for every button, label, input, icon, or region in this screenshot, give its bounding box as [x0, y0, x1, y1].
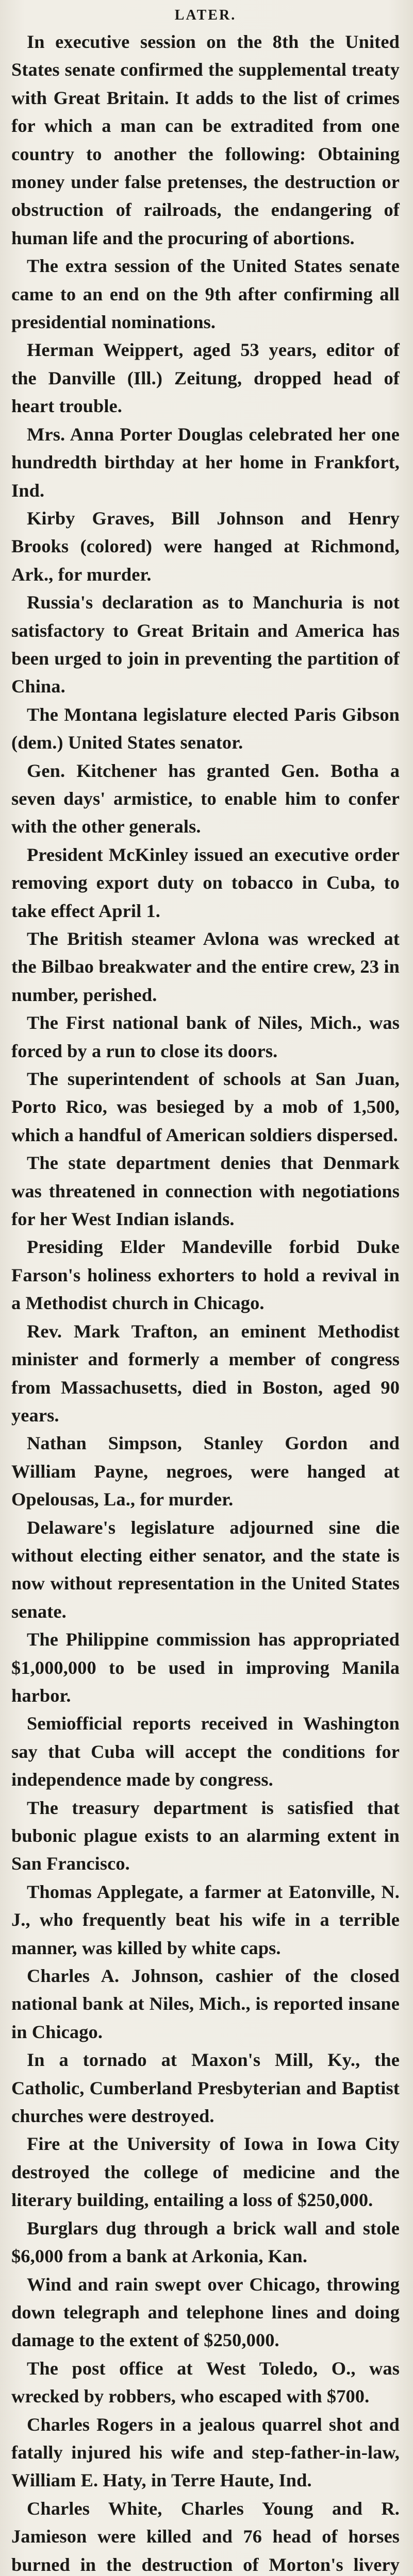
news-item: The treasury department is satisfied that bubonic plague exists to an alarming extent in San Francisco. [11, 1797, 400, 1874]
news-item: The extra session of the United States senate came to an end on the 9th after confirming all presidential nominations. [11, 256, 400, 333]
news-item: The superintendent of schools at San Juan, Porto Rico, was besieged by a mob of 1,500, which a handful of American soldiers dispersed. [11, 1069, 400, 1145]
news-item: Rev. Mark Trafton, an eminent Methodist minister and formerly a member of congress from Massachusetts, died in Boston, aged 90 years. [11, 1320, 400, 1426]
news-item: Charles Rogers in a jealous quarrel shot and fatally injured his wife and step-father-in-law, William E. Haty, in Terre Haute, Ind. [11, 2414, 400, 2491]
news-item: The First national bank of Niles, Mich., was forced by a run to close its doors. [11, 1012, 400, 1061]
news-item: The British steamer Avlona was wrecked at the Bilbao breakwater and the entire crew, 23 in number, perished. [11, 928, 400, 1005]
news-item: Presiding Elder Mandeville forbid Duke Farson's holiness exhorters to hold a revival in a Methodist church in Chicago. [11, 1236, 400, 1314]
news-item: Thomas Applegate, a farmer at Eatonville, N. J., who frequently beat his wife in a terrible manner, was killed by white caps. [11, 1881, 400, 1958]
news-item: Wind and rain swept over Chicago, throwing down telegraph and telephone lines and doing damage to the extent of $250,000. [11, 2274, 400, 2351]
news-item: The Philippine commission has appropriated $1,000,000 to be used in improving Manila harbor. [11, 1629, 400, 1706]
news-item: In a tornado at Maxon's Mill, Ky., the Catholic, Cumberland Presbyterian and Baptist churches were destroyed. [11, 2049, 400, 2127]
news-item: In executive session on the 8th the United States senate confirmed the supplemental treaty with Great Britain. It adds to the list of crimes for which a man can be extradited from one country to another the following: Obtaining money under false pretenses, the destruction or obstruction of railroads, the endangering of human life and the procuring of abortions. [11, 31, 400, 248]
news-item: Gen. Kitchener has granted Gen. Botha a seven days' armistice, to enable him to confer with the other generals. [11, 760, 400, 837]
news-item: Herman Weippert, aged 53 years, editor of the Danville (Ill.) Zeitung, dropped head of heart trouble. [11, 340, 400, 417]
news-item: Mrs. Anna Porter Douglas celebrated her one hundredth birthday at her home in Frankfort, Ind. [11, 423, 400, 501]
news-item: Fire at the University of Iowa in Iowa City destroyed the college of medicine and the literary building, entailing a loss of $250,000. [11, 2133, 400, 2211]
section-heading: LATER. [174, 7, 237, 23]
news-item: President McKinley issued an executive order removing export duty on tobacco in Cuba, to take effect April 1. [11, 844, 400, 921]
news-item: Delaware's legislature adjourned sine die without electing either senator, and the state is now without representation in the United States senate. [11, 1517, 400, 1622]
news-item: Kirby Graves, Bill Johnson and Henry Brooks (colored) were hanged at Richmond, Ark., for murder. [11, 507, 400, 585]
news-item: The Montana legislature elected Paris Gibson (dem.) United States senator. [11, 704, 400, 753]
news-item: Nathan Simpson, Stanley Gordon and William Payne, negroes, were hanged at Opelousas, La., for murder. [11, 1433, 400, 1510]
news-item: Russia's declaration as to Manchuria is not satisfactory to Great Britain and America has been urged to join in preventing the partition of China. [11, 592, 400, 697]
news-item: Semiofficial reports received in Washington say that Cuba will accept the conditions for independence made by congress. [11, 1713, 400, 1790]
news-item: Burglars dug through a brick wall and stole $6,000 from a bank at Arkonia, Kan. [11, 2217, 400, 2267]
news-item: The post office at West Toledo, O., was wrecked by robbers, who escaped with $700. [11, 2358, 400, 2407]
news-item: The state department denies that Denmark was threatened in connection with negotiations for her West Indian islands. [11, 1153, 400, 1230]
news-item: Charles White, Charles Young and R. Jamieson were killed and 76 head of horses burned in the destruction of Morton's livery [11, 2498, 400, 2575]
news-item: Charles A. Johnson, cashier of the closed national bank at Niles, Mich., is reported insane in Chicago. [11, 1965, 400, 2042]
